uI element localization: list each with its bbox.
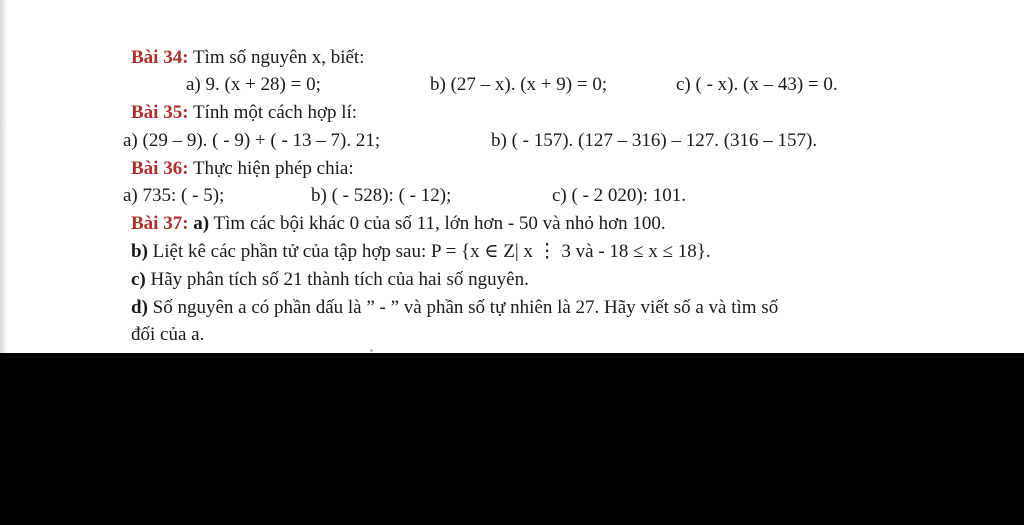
exercise-36-part-a: a) 735: ( - 5); — [123, 185, 225, 206]
exercise-34-part-a: a) 9. (x + 28) = 0; — [186, 74, 321, 95]
exercise-37-a-label: a) — [193, 213, 210, 234]
exercise-35-part-a: a) (29 – 9). ( - 9) + ( - 13 – 7). 21; — [123, 130, 381, 151]
exercise-37-part-d-continued: đối của a. — [131, 324, 205, 345]
exercise-37-part-d — [131, 297, 778, 319]
exercise-35-heading — [131, 102, 357, 124]
exercise-37-b-text: Liệt kê các phần tử của tập hợp sau: P = {x ∈ Z| x ⋮ 3 và - 18 ≤ x ≤ 18}. — [152, 241, 711, 262]
exercise-34-heading — [131, 47, 364, 69]
black-overlay — [0, 353, 1024, 525]
scroll-indicator — [370, 349, 373, 352]
exercise-37-c-text: Hãy phân tích số 21 thành tích của hai số nguyên. — [150, 269, 529, 290]
exercise-36-label: Bài 36: — [131, 158, 189, 179]
exercise-36-part-b: b) ( - 528): ( - 12); — [311, 185, 452, 206]
exercise-37-label: Bài 37: — [131, 213, 189, 234]
exercise-34-part-c: c) ( - x). (x – 43) = 0. — [676, 74, 838, 95]
exercise-34-label: Bài 34: — [131, 47, 189, 68]
exercise-36-part-c: c) ( - 2 020): 101. — [552, 185, 687, 206]
exercise-37-c-label: c) — [131, 269, 146, 290]
exercise-36-title: Thực hiện phép chia: — [192, 158, 354, 179]
exercise-37-d-text: Số nguyên a có phần dấu là ” - ” và phần số tự nhiên là 27. Hãy viết số a và tìm số — [152, 297, 779, 318]
exercise-36-heading — [131, 158, 354, 180]
exercise-35-label: Bài 35: — [131, 102, 189, 123]
exercise-37-b-label: b) — [131, 241, 148, 262]
exercise-37-part-c — [131, 269, 529, 291]
exercise-34-title: Tìm số nguyên x, biết: — [192, 47, 365, 68]
exercise-37-a-text: Tìm các bội khác 0 của số 11, lớn hơn - 50 và nhỏ hơn 100. — [213, 213, 666, 234]
exercise-35-title: Tính một cách hợp lí: — [192, 102, 358, 123]
exercise-37-part-a — [131, 213, 666, 235]
exercise-35-part-b: b) ( - 157). (127 – 316) – 127. (316 – 157). — [491, 130, 818, 151]
exercise-37-d-label: d) — [131, 297, 148, 318]
exercise-34-part-b: b) (27 – x). (x + 9) = 0; — [430, 74, 608, 95]
exercise-37-part-b — [131, 241, 711, 263]
